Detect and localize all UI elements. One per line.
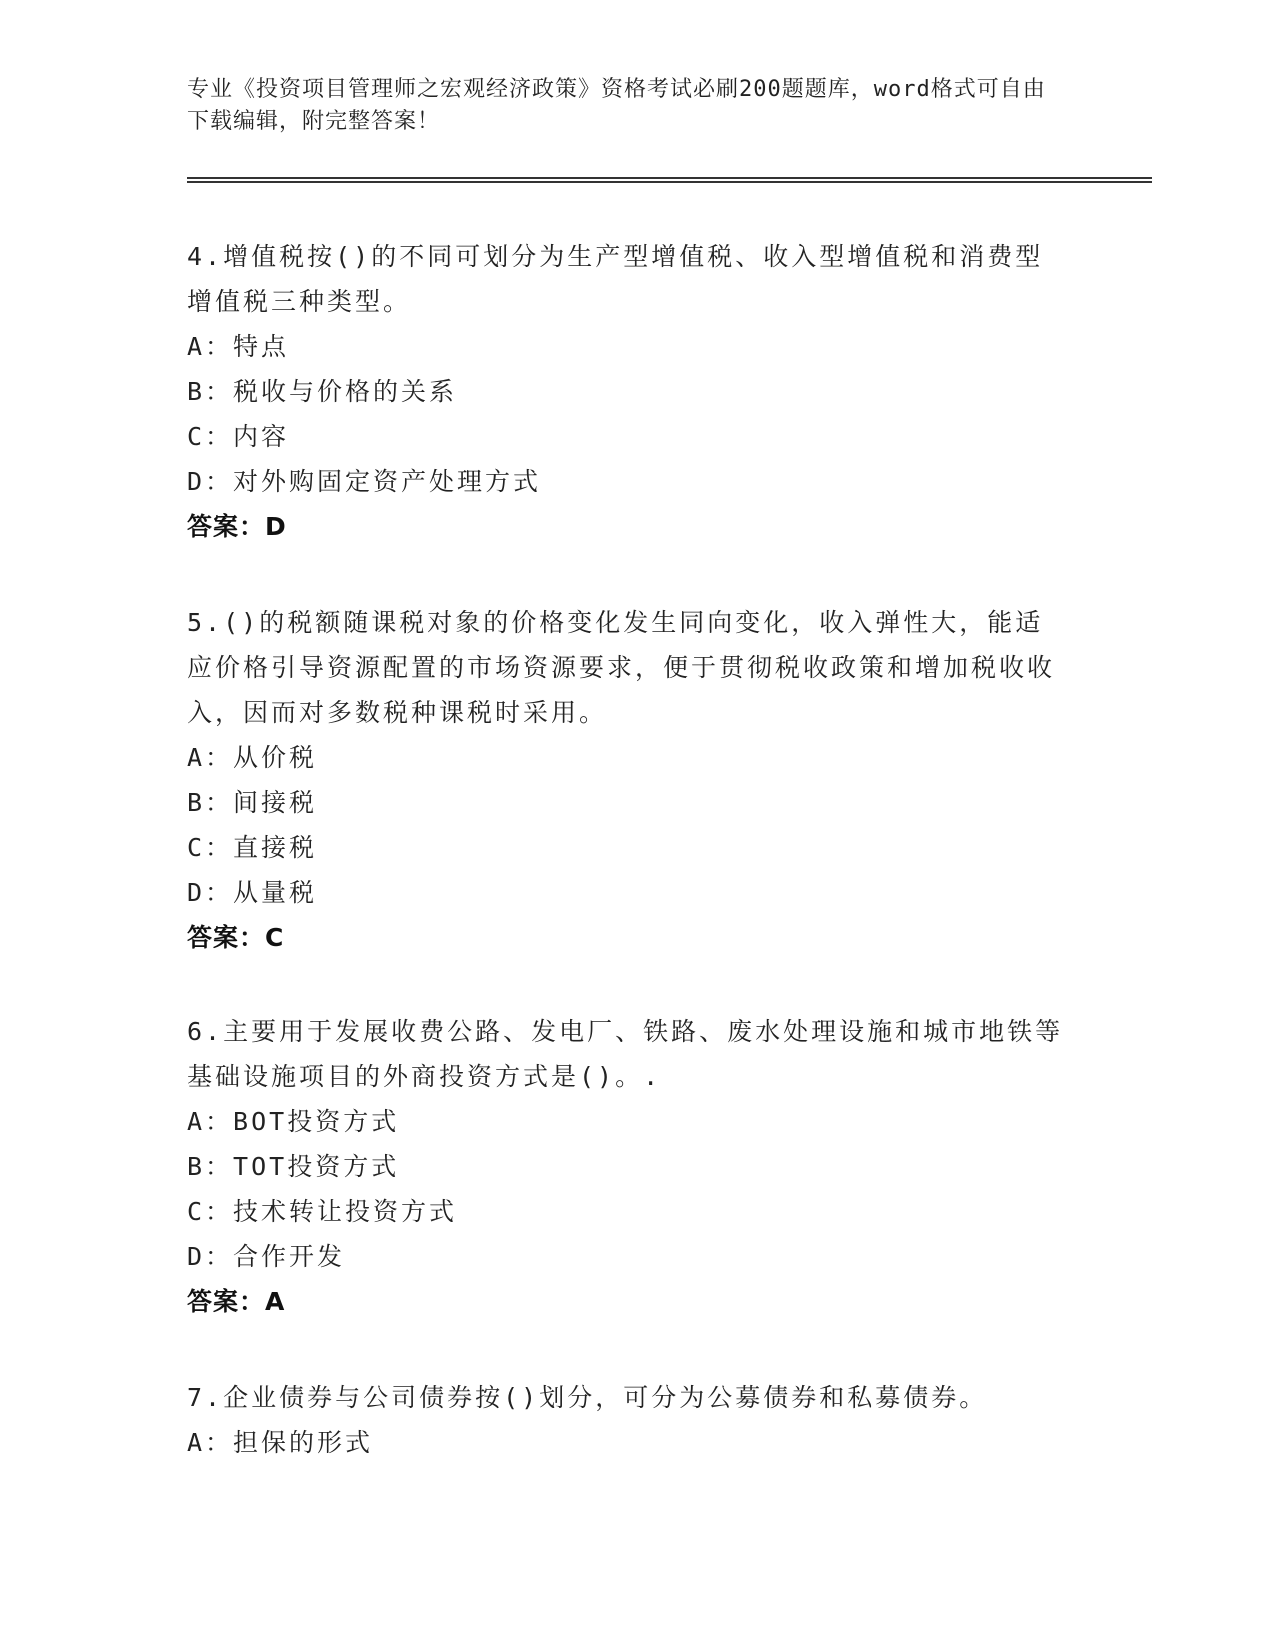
option-c: C：内容 [187,422,290,451]
option-a: A：从价税 [187,743,318,772]
question-block [187,234,1067,549]
question-block [187,1375,1067,1465]
question-stem: 7.企业债券与公司债券按()划分，可分为公募债券和私募债券。 [187,1383,988,1412]
answer: 答案：A [187,1287,286,1316]
option-b: B：TOT投资方式 [187,1152,400,1181]
option-b: B：税收与价格的关系 [187,377,458,406]
option-a: A：BOT投资方式 [187,1107,400,1136]
answer: 答案：D [187,512,287,541]
option-c: C：直接税 [187,833,318,862]
question-block [187,1009,1067,1324]
option-d: D：对外购固定资产处理方式 [187,467,542,496]
question-stem: 5.()的税额随课税对象的价格变化发生同向变化，收入弹性大，能适应价格引导资源配置的市场资源要求，便于贯彻税收政策和增加税收收入，因而对多数税种课税时采用。 [187,608,1056,727]
option-a: A：担保的形式 [187,1428,374,1457]
option-a: A：特点 [187,332,290,361]
option-c: C：技术转让投资方式 [187,1197,458,1226]
option-b: B：间接税 [187,788,318,817]
question-block [187,600,1067,960]
option-d: D：从量税 [187,878,318,907]
document-header: 专业《投资项目管理师之宏观经济政策》资格考试必刷200题题库，word格式可自由下载编辑，附完整答案！ [187,77,1046,134]
header-divider [187,177,1152,183]
question-stem: 6.主要用于发展收费公路、发电厂、铁路、废水处理设施和城市地铁等基础设施项目的外商投资方式是()。. [187,1017,1064,1091]
answer: 答案：C [187,923,285,952]
option-d: D：合作开发 [187,1242,346,1271]
question-stem: 4.增值税按()的不同可划分为生产型增值税、收入型增值税和消费型增值税三种类型。 [187,242,1044,316]
